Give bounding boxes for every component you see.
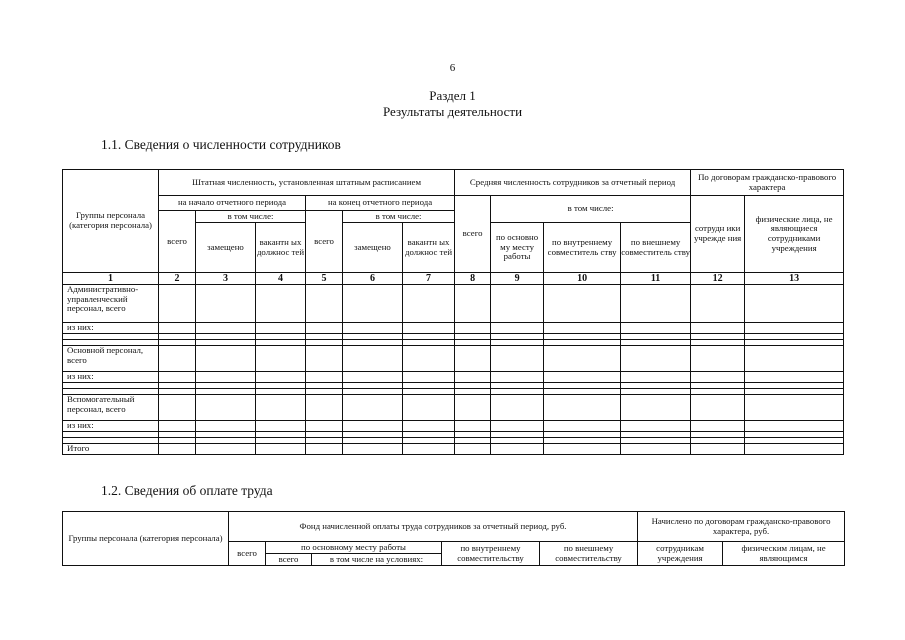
table-cell[interactable] xyxy=(544,323,621,334)
table-cell[interactable] xyxy=(455,395,491,421)
col-end-header: на конец отчетного периода xyxy=(306,196,455,211)
table-cell[interactable] xyxy=(491,444,544,455)
table-cell[interactable] xyxy=(621,444,691,455)
p-col-main-header: по основному месту работы xyxy=(266,542,442,554)
table-cell[interactable] xyxy=(491,346,544,372)
table-cell[interactable] xyxy=(621,395,691,421)
table-cell[interactable] xyxy=(544,285,621,323)
table-cell[interactable] xyxy=(159,372,196,383)
table-cell[interactable] xyxy=(691,285,745,323)
table-cell[interactable] xyxy=(306,323,343,334)
table-cell[interactable] xyxy=(745,285,844,323)
col-avg-all-header: всего xyxy=(455,196,491,273)
table-cell[interactable] xyxy=(159,444,196,455)
col-number: 1 xyxy=(63,273,159,285)
col-start-all-header: всего xyxy=(159,211,196,273)
table-cell[interactable] xyxy=(691,421,745,432)
table-cell[interactable] xyxy=(196,444,256,455)
table-cell[interactable] xyxy=(343,395,403,421)
staff-count-table xyxy=(62,169,844,455)
col-number: 7 xyxy=(403,273,455,285)
table-cell[interactable] xyxy=(403,444,455,455)
table-cell[interactable] xyxy=(256,372,306,383)
table-cell[interactable] xyxy=(196,346,256,372)
table-cell[interactable] xyxy=(691,372,745,383)
table-cell[interactable] xyxy=(343,421,403,432)
table-row xyxy=(63,444,844,455)
p-col-internal-header: по внутреннему совместительству xyxy=(442,542,540,566)
table-cell[interactable] xyxy=(621,346,691,372)
table-cell[interactable] xyxy=(306,346,343,372)
row-label-total: Итого xyxy=(63,444,159,455)
table-row xyxy=(63,421,844,432)
table-cell[interactable] xyxy=(159,323,196,334)
table-cell[interactable] xyxy=(455,285,491,323)
col-staff-header: сотрудн ики учрежде ния xyxy=(691,196,745,273)
col-end-vacant-header: вакантн ых должнос тей xyxy=(403,223,455,273)
table-cell[interactable] xyxy=(306,421,343,432)
table-cell[interactable] xyxy=(691,444,745,455)
table-cell[interactable] xyxy=(455,421,491,432)
col-number: 2 xyxy=(159,273,196,285)
section-label: Раздел 1 xyxy=(429,88,476,103)
table-cell[interactable] xyxy=(159,346,196,372)
table-cell[interactable] xyxy=(455,444,491,455)
table-cell[interactable] xyxy=(491,421,544,432)
row-label-of-them: из них: xyxy=(63,323,159,334)
table-cell[interactable] xyxy=(403,372,455,383)
table-cell[interactable] xyxy=(745,323,844,334)
table-cell[interactable] xyxy=(544,395,621,421)
col-start-vacant-header: вакантн ых должнос тей xyxy=(256,223,306,273)
col-shtat-header: Штатная численность, установленная штатным расписанием xyxy=(159,170,455,196)
table-cell[interactable] xyxy=(491,285,544,323)
table-cell[interactable] xyxy=(196,395,256,421)
table-cell[interactable] xyxy=(621,372,691,383)
col-end-filled-header: замещено xyxy=(343,223,403,273)
col-groups-header: Группы персонала (категория персонала) xyxy=(63,170,159,273)
p-col-staff-header: сотрудникам учреждения xyxy=(638,542,723,566)
col-start-header: на начало отчетного периода xyxy=(159,196,306,211)
table-cell[interactable] xyxy=(196,372,256,383)
table-cell[interactable] xyxy=(455,372,491,383)
p-col-cond-header: в том числе на условиях: xyxy=(312,554,442,566)
col-number: 9 xyxy=(491,273,544,285)
col-start-incl-header: в том числе: xyxy=(196,211,306,223)
row-label-of-them: из них: xyxy=(63,372,159,383)
p-col-all-header: всего xyxy=(229,542,266,566)
table-cell[interactable] xyxy=(745,421,844,432)
table-cell[interactable] xyxy=(621,285,691,323)
col-number: 12 xyxy=(691,273,745,285)
table-cell[interactable] xyxy=(491,395,544,421)
table-cell[interactable] xyxy=(455,323,491,334)
table-cell[interactable] xyxy=(159,421,196,432)
table-cell[interactable] xyxy=(196,323,256,334)
col-end-all-header: всего xyxy=(306,211,343,273)
col-external-header: по внешнему совместитель ству xyxy=(621,223,691,273)
table-cell[interactable] xyxy=(343,285,403,323)
table-cell[interactable] xyxy=(491,323,544,334)
col-number: 4 xyxy=(256,273,306,285)
col-number: 13 xyxy=(745,273,844,285)
col-persons-header: физические лица, не являющиеся сотрудниками учреждения xyxy=(745,196,844,273)
payroll-table xyxy=(62,511,845,566)
table-cell[interactable] xyxy=(196,285,256,323)
table-row xyxy=(63,346,844,372)
staff-count-heading: 1.1. Сведения о численности сотрудников xyxy=(101,137,341,152)
section-title: Результаты деятельности xyxy=(382,104,523,119)
table-cell[interactable] xyxy=(196,421,256,432)
row-label-main: Основной персонал, всего xyxy=(63,346,159,372)
col-gph-header: По договорам гражданско-правового характера xyxy=(691,170,844,196)
table-row xyxy=(63,395,844,421)
table-cell[interactable] xyxy=(691,346,745,372)
p-col-main-all-header: всего xyxy=(266,554,312,566)
table-cell[interactable] xyxy=(745,444,844,455)
table-cell[interactable] xyxy=(256,444,306,455)
table-cell[interactable] xyxy=(691,395,745,421)
table-cell[interactable] xyxy=(455,346,491,372)
table-cell[interactable] xyxy=(343,372,403,383)
table-cell[interactable] xyxy=(256,285,306,323)
table-row xyxy=(63,372,844,383)
col-main-header: по основно му месту работы xyxy=(491,223,544,273)
p-col-external-header: по внешнему совместительству xyxy=(540,542,638,566)
col-number: 10 xyxy=(544,273,621,285)
table-row xyxy=(63,285,844,323)
table-cell[interactable] xyxy=(544,421,621,432)
table-cell[interactable] xyxy=(621,421,691,432)
col-internal-header: по внутреннему совместитель ству xyxy=(544,223,621,273)
table-cell[interactable] xyxy=(544,346,621,372)
table-cell[interactable] xyxy=(256,395,306,421)
col-number: 3 xyxy=(196,273,256,285)
table-cell[interactable] xyxy=(544,372,621,383)
col-number: 5 xyxy=(306,273,343,285)
p-col-groups-header: Группы персонала (категория персонала) xyxy=(63,512,229,566)
payroll-heading: 1.2. Сведения об оплате труда xyxy=(101,483,273,498)
table-cell[interactable] xyxy=(403,421,455,432)
table-cell[interactable] xyxy=(306,395,343,421)
table-row xyxy=(63,323,844,334)
table-cell[interactable] xyxy=(306,444,343,455)
table-cell[interactable] xyxy=(403,346,455,372)
col-number: 8 xyxy=(455,273,491,285)
p-col-fund-header: Фонд начисленной оплаты труда сотрудников за отчетный период, руб. xyxy=(229,512,638,542)
table-cell[interactable] xyxy=(306,285,343,323)
table-cell[interactable] xyxy=(343,444,403,455)
table-cell[interactable] xyxy=(403,323,455,334)
col-end-incl-header: в том числе: xyxy=(343,211,455,223)
col-start-filled-header: замещено xyxy=(196,223,256,273)
table-cell[interactable] xyxy=(745,346,844,372)
table-cell[interactable] xyxy=(306,372,343,383)
table-cell[interactable] xyxy=(621,323,691,334)
p-col-persons-header: физическим лицам, не являющимся xyxy=(723,542,845,566)
table-cell[interactable] xyxy=(343,323,403,334)
table-cell[interactable] xyxy=(256,346,306,372)
table-cell[interactable] xyxy=(403,395,455,421)
table-cell[interactable] xyxy=(159,285,196,323)
col-number: 11 xyxy=(621,273,691,285)
col-avg-incl-header: в том числе: xyxy=(491,196,691,223)
table-cell[interactable] xyxy=(256,323,306,334)
table-cell[interactable] xyxy=(403,285,455,323)
col-number: 6 xyxy=(343,273,403,285)
p-col-gph-header: Начислено по договорам гражданско-правового характера, руб. xyxy=(638,512,845,542)
row-label-aux: Вспомогательный персонал, всего xyxy=(63,395,159,421)
page-number: 6 xyxy=(449,62,456,74)
col-avg-header: Средняя численность сотрудников за отчетный период xyxy=(455,170,691,196)
table-cell[interactable] xyxy=(544,444,621,455)
table-cell[interactable] xyxy=(256,421,306,432)
table-cell[interactable] xyxy=(745,372,844,383)
row-label-admin: Административно-управленческий персонал, всего xyxy=(63,285,159,323)
table-cell[interactable] xyxy=(691,323,745,334)
table-cell[interactable] xyxy=(159,395,196,421)
table-cell[interactable] xyxy=(343,346,403,372)
table-cell[interactable] xyxy=(491,372,544,383)
row-label-of-them: из них: xyxy=(63,421,159,432)
table-cell[interactable] xyxy=(745,395,844,421)
